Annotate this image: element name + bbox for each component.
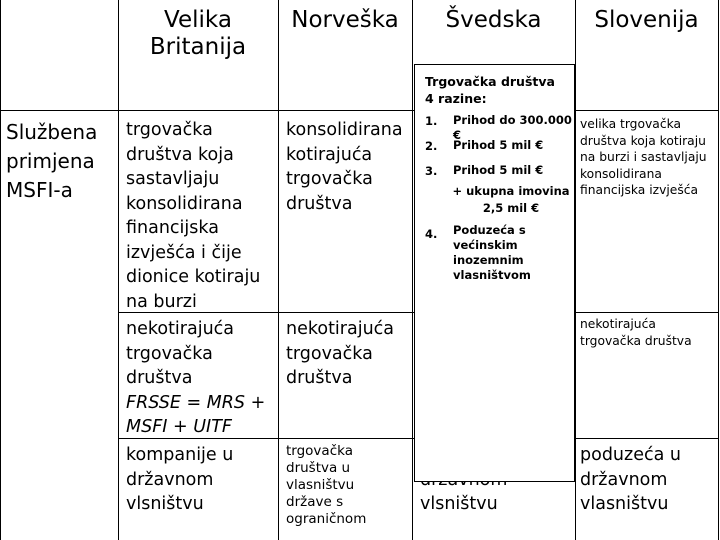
norway-r3-line: vlasništvu: [286, 477, 355, 493]
grid-line-col1: [118, 0, 119, 540]
uk-row3-cell: [126, 443, 278, 517]
sweden-r3-line: vlsništvu: [420, 494, 498, 514]
uk-r3-line: državnom: [126, 469, 214, 490]
uk-r1-line: dionice kotiraju: [126, 267, 261, 287]
level-3-text: Prihod 5 mil €: [453, 163, 544, 177]
norway-r2-line: trgovačka: [286, 343, 373, 364]
header-uk-line2: Britanija: [149, 34, 247, 60]
norway-r3-line: trgovačka: [286, 443, 353, 459]
uk-r2-formula: FRSSE = MRS +: [126, 392, 266, 413]
uk-r3-line: kompanije u: [126, 445, 234, 465]
slovenia-row1-cell: [580, 116, 718, 199]
norway-r1-line: kotirajuća: [286, 144, 373, 165]
level-4-line1: Poduzeća s: [453, 223, 526, 237]
uk-r1-line: društva koja: [126, 144, 234, 165]
level-4-line3: inozemnim: [453, 253, 524, 267]
norway-r1-line: konsolidirana: [286, 120, 403, 140]
norway-r2-line: nekotirajuća: [286, 319, 395, 339]
level-3-cont-line1: + ukupna imovina: [452, 184, 570, 198]
level-1-number: 1.: [425, 114, 438, 128]
uk-r2-formula: MSFI + UITF: [126, 417, 232, 437]
uk-r2-line: nekotirajuća: [126, 319, 235, 339]
uk-r1-line: izvješća i čije: [126, 242, 242, 263]
uk-r1-line: na burzi: [126, 291, 197, 312]
uk-r1-line: sastavljaju: [126, 169, 220, 189]
row-label-ifrs: [6, 118, 118, 205]
uk-row1-cell: [126, 118, 278, 314]
level-3-cont-line2: 2,5 mil €: [482, 201, 540, 215]
slovenia-r1-line: velika trgovačka: [580, 117, 682, 131]
grid-line-col2: [278, 0, 279, 540]
grid-line-row1: [0, 110, 719, 111]
slovenia-r1-line: na burzi i sastavljaju: [580, 150, 707, 165]
level-1-text: Prihod do 300.000 €: [453, 113, 572, 142]
row-label-line3: MSFI-a: [6, 178, 73, 202]
slovenia-row2-cell: [580, 316, 718, 349]
header-norway: Norveška: [291, 7, 399, 33]
slovenia-row3-cell: [580, 443, 718, 517]
levels-title-line2: 4 razine:: [425, 91, 487, 106]
uk-row2-cell: [126, 317, 278, 440]
norway-r3-line: države s: [286, 494, 344, 510]
level-2-number: 2.: [425, 139, 438, 153]
uk-r1-line: financijska: [126, 218, 219, 238]
uk-r3-line: vlsništvu: [126, 494, 204, 514]
slovenia-r2-line: trgovačka društva: [580, 333, 692, 348]
uk-r1-line: trgovačka: [126, 120, 213, 140]
level-4-text: [453, 223, 575, 283]
grid-line-col4: [575, 0, 576, 540]
grid-line-left: [0, 0, 1, 540]
row-label-line2: primjena: [6, 149, 95, 173]
level-4-line4: vlasništvom: [453, 268, 531, 282]
norway-r1-line: društva: [286, 193, 353, 214]
level-3-continuation: [447, 183, 575, 217]
norway-row1-cell: [286, 118, 412, 216]
header-sweden: Švedska: [445, 7, 542, 33]
header-slovenia: Slovenija: [594, 7, 699, 33]
levels-title: [425, 73, 555, 107]
levels-title-line1: Trgovačka društva: [425, 74, 555, 89]
grid-line-right: [718, 0, 719, 540]
slovenia-r1-line: konsolidirana: [580, 166, 662, 181]
slovenia-r3-line: poduzeća u: [580, 445, 681, 465]
norway-row2-cell: [286, 317, 412, 391]
sweden-levels-box: [414, 64, 575, 482]
header-uk-line1: Velika: [164, 7, 232, 33]
norway-r2-line: društva: [286, 368, 353, 388]
norway-r1-line: trgovačka: [286, 169, 373, 189]
norway-r3-line: ograničnom: [286, 511, 367, 527]
level-4-line2: većinskim: [453, 238, 518, 252]
slovenia-r3-line: vlasništvu: [580, 494, 669, 514]
uk-r2-line: društva: [126, 368, 193, 388]
norway-row3-cell: [286, 443, 412, 528]
slovenia-r1-line: financijska izvješća: [580, 183, 699, 198]
header-uk: [118, 7, 278, 61]
slovenia-r1-line: društva koja kotiraju: [580, 133, 706, 148]
grid-line-col3: [412, 0, 413, 540]
slovenia-r3-line: državnom: [580, 469, 668, 490]
level-2-text: Prihod 5 mil €: [453, 138, 544, 152]
uk-r2-line: trgovačka: [126, 343, 213, 364]
norway-r3-line: društva u: [286, 460, 351, 476]
slovenia-r2-line: nekotirajuća: [580, 317, 656, 331]
uk-r1-line: konsolidirana: [126, 193, 243, 214]
row-label-line1: Službena: [6, 120, 98, 144]
level-3-number: 3.: [425, 164, 438, 178]
level-4-number: 4.: [425, 227, 438, 241]
